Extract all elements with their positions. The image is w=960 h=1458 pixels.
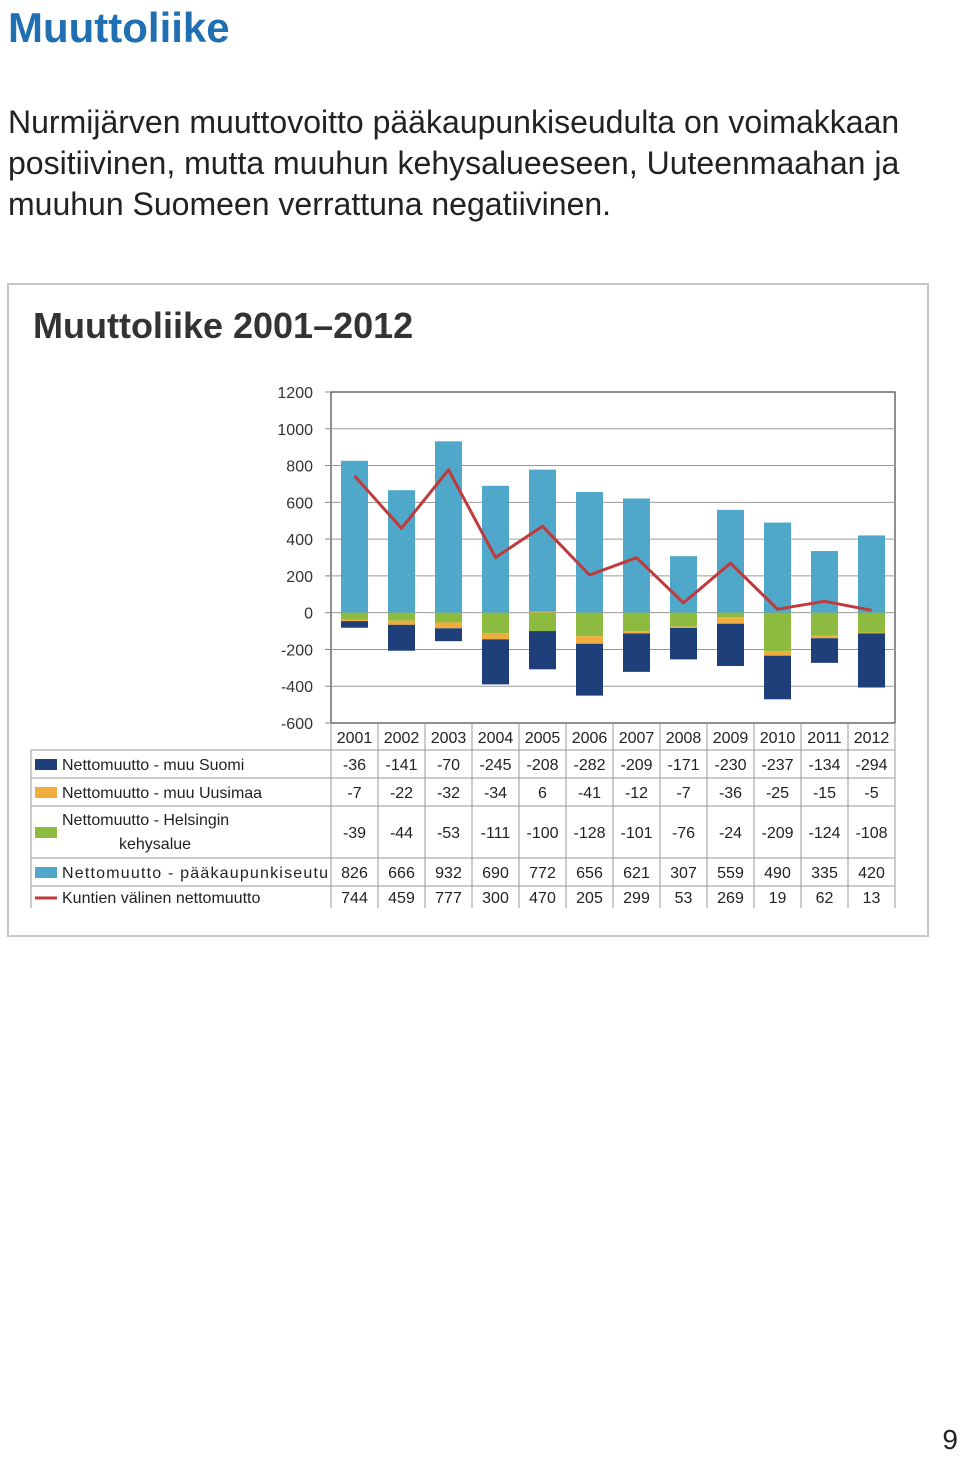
x-tick-label: 2008 <box>665 730 702 747</box>
bar-segment <box>576 613 603 637</box>
y-tick-label: -200 <box>280 642 313 660</box>
data-label: 932 <box>435 865 462 882</box>
bar-segment <box>811 638 838 663</box>
data-label: 53 <box>674 890 693 907</box>
data-label: -245 <box>479 757 512 774</box>
data-label: -134 <box>808 757 841 774</box>
data-label: 335 <box>811 865 838 882</box>
data-label: -128 <box>573 825 606 842</box>
data-label: 299 <box>623 890 650 907</box>
bar-segment <box>482 639 509 684</box>
bar-segment <box>764 656 791 700</box>
data-label: 13 <box>862 890 881 907</box>
bar-segment <box>670 628 697 659</box>
data-label: -44 <box>389 825 414 842</box>
x-tick-label: 2005 <box>524 730 561 747</box>
bar-segment <box>764 613 791 651</box>
data-label: 269 <box>717 890 744 907</box>
data-label: 666 <box>388 865 415 882</box>
x-tick-label: 2010 <box>759 730 796 747</box>
data-label: 307 <box>670 865 697 882</box>
x-tick-label: 2012 <box>853 730 890 747</box>
bar-segment <box>388 490 415 612</box>
bar-segment <box>764 651 791 656</box>
legend-color-key <box>35 867 57 878</box>
legend-label: Nettomuutto - muu Suomi <box>62 757 245 774</box>
legend-label: Nettomuutto - muu Uusimaa <box>62 785 263 802</box>
bar-segment <box>435 441 462 612</box>
bar-segment <box>435 622 462 628</box>
data-label: 490 <box>764 865 791 882</box>
data-label: 826 <box>341 865 368 882</box>
y-tick-label: 1000 <box>277 421 313 439</box>
legend-label: Nettomuutto - pääkaupunkiseutu <box>62 865 328 882</box>
bar-segment <box>670 627 697 628</box>
bar-segment <box>482 633 509 639</box>
bar-segment <box>529 631 556 669</box>
y-tick-label: -600 <box>280 716 313 733</box>
data-label: -111 <box>480 825 511 842</box>
page-heading: Muuttoliike <box>8 4 230 51</box>
data-label: -294 <box>855 757 888 774</box>
data-label: -230 <box>714 757 747 774</box>
chart-title: Muuttoliike 2001–2012 <box>33 305 414 346</box>
data-label: -282 <box>573 757 606 774</box>
bar-segment <box>858 633 885 687</box>
bar-segment <box>388 613 415 621</box>
legend-label: Nettomuutto - Helsingin <box>62 812 230 829</box>
data-label: 559 <box>717 865 744 882</box>
data-label: -101 <box>620 825 653 842</box>
bar-segment <box>482 613 509 633</box>
data-label: 772 <box>529 865 556 882</box>
bar-segment <box>341 621 368 628</box>
data-label: -70 <box>436 757 461 774</box>
data-label: -209 <box>620 757 653 774</box>
data-label: -15 <box>812 785 837 802</box>
data-label: -141 <box>385 757 418 774</box>
x-tick-label: 2004 <box>477 730 514 747</box>
data-label: -237 <box>761 757 794 774</box>
bar-segment <box>576 644 603 696</box>
bar-segment <box>858 535 885 612</box>
bar-segment <box>435 613 462 623</box>
x-tick-label: 2002 <box>383 730 420 747</box>
x-tick-label: 2007 <box>618 730 655 747</box>
x-tick-label: 2009 <box>712 730 749 747</box>
data-label: 300 <box>482 890 509 907</box>
data-label: -171 <box>667 757 700 774</box>
y-tick-label: 200 <box>286 568 313 586</box>
legend-label: Kuntien välinen nettomuutto <box>62 890 261 907</box>
bar-segment <box>576 492 603 613</box>
data-label: -25 <box>765 785 790 802</box>
legend-color-key <box>35 759 57 770</box>
x-tick-label: 2006 <box>571 730 608 747</box>
data-label: 459 <box>388 890 415 907</box>
intro-text: Nurmijärven muuttovoitto pääkaupunkiseudulta on voimakkaan positiivinen, mutta muuhun kehysalueeseen, Uuteenmaahan ja muuhun Suomeen verrattuna negatiivinen. <box>8 104 900 222</box>
y-tick-label: 0 <box>304 605 313 623</box>
data-label: 744 <box>341 890 368 907</box>
data-label: -22 <box>389 785 414 802</box>
bar-segment <box>717 613 744 617</box>
bar-segment <box>529 612 556 613</box>
chart-container <box>7 283 929 937</box>
data-label: -108 <box>855 825 888 842</box>
data-label: 656 <box>576 865 603 882</box>
data-label: -7 <box>676 785 691 802</box>
legend-label: kehysalue <box>119 836 192 853</box>
data-label: -24 <box>718 825 743 842</box>
y-tick-label: 600 <box>286 495 313 513</box>
y-tick-label: 400 <box>286 532 313 550</box>
data-label: -32 <box>436 785 461 802</box>
bar-segment <box>341 613 368 620</box>
data-label: 62 <box>815 890 834 907</box>
bar-segment <box>482 486 509 613</box>
x-tick-label: 2001 <box>336 730 373 747</box>
data-label: -76 <box>671 825 696 842</box>
data-label: -209 <box>761 825 794 842</box>
data-label: -12 <box>624 785 649 802</box>
data-label: 205 <box>576 890 603 907</box>
bar-segment <box>341 461 368 613</box>
bar-segment <box>811 635 838 638</box>
page-number: 9 <box>942 1424 958 1455</box>
bar-segment <box>623 498 650 612</box>
data-label: -36 <box>718 785 743 802</box>
bar-segment <box>576 636 603 644</box>
chart-svg <box>9 285 927 935</box>
bar-segment <box>388 621 415 625</box>
data-label: -124 <box>808 825 841 842</box>
plot-area <box>331 392 895 723</box>
bar-segment <box>341 620 368 621</box>
data-label: 6 <box>538 785 547 802</box>
data-label: 621 <box>623 865 650 882</box>
data-label: -100 <box>526 825 559 842</box>
bar-segment <box>717 617 744 624</box>
data-label: 19 <box>768 890 787 907</box>
bar-segment <box>717 624 744 666</box>
legend-color-key <box>35 787 57 798</box>
y-tick-label: -400 <box>280 679 313 697</box>
bar-segment <box>435 628 462 641</box>
data-label: -208 <box>526 757 559 774</box>
bar-segment <box>529 613 556 631</box>
bar-segment <box>623 633 650 671</box>
data-label: -7 <box>347 785 362 802</box>
data-label: -41 <box>577 785 602 802</box>
legend-color-key <box>35 827 57 838</box>
bar-segment <box>623 631 650 633</box>
data-label: -53 <box>436 825 461 842</box>
data-label: -39 <box>342 825 367 842</box>
data-label: 777 <box>435 890 462 907</box>
data-label: -5 <box>864 785 879 802</box>
series-line <box>355 470 872 611</box>
bar-segment <box>670 613 697 627</box>
bar-segment <box>529 470 556 612</box>
data-label: -34 <box>483 785 508 802</box>
x-tick-label: 2011 <box>807 730 842 747</box>
bar-segment <box>858 633 885 634</box>
bar-segment <box>858 613 885 633</box>
bar-segment <box>811 613 838 636</box>
bar-segment <box>717 510 744 613</box>
data-label: 470 <box>529 890 556 907</box>
x-tick-label: 2003 <box>430 730 467 747</box>
bar-segment <box>388 625 415 651</box>
bar-segment <box>623 613 650 632</box>
data-label: -36 <box>342 757 367 774</box>
data-label: 690 <box>482 865 509 882</box>
data-label: 420 <box>858 865 885 882</box>
y-tick-label: 1200 <box>277 385 313 402</box>
y-tick-label: 800 <box>286 458 313 476</box>
